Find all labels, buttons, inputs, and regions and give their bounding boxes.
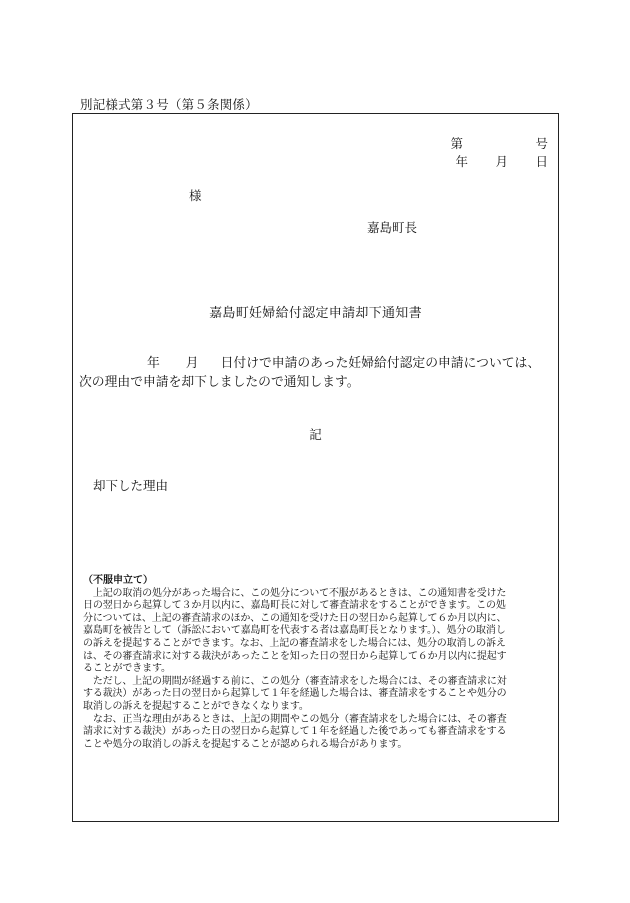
appeal-line: は、その審査請求に対する裁決があったことを知った日の翌日から起算して６か月以内に提起す bbox=[83, 650, 507, 662]
issuer-name: 嘉島町長 bbox=[367, 220, 418, 235]
appeal-line: の訴えを提起することができます。なお、上記の審査請求をした場合には、処分の取消しの訴え bbox=[83, 637, 506, 649]
appeal-line: 取消しの訴えを提起することができなくなります。 bbox=[83, 700, 309, 712]
rejection-reason-label: 却下した理由 bbox=[93, 478, 169, 493]
notice-body-line-1 bbox=[79, 354, 554, 373]
date-day: 日 bbox=[535, 154, 548, 169]
addressee-honorific: 様 bbox=[189, 188, 202, 203]
appeal-line: する裁決）があった日の翌日から起算して１年を経過した場合は、審査請求をすることや処分の bbox=[83, 688, 507, 700]
appeal-line: 日の翌日から起算して３か月以内に、嘉島町長に対して審査請求をすることができます。この処 bbox=[83, 600, 506, 612]
appeal-line: 上記の取消の処分があった場合に、この処分について不服があるときは、この通知書を受けた bbox=[83, 587, 507, 599]
number-suffix: 号 bbox=[535, 136, 548, 151]
appeal-line: ることができます。 bbox=[83, 663, 171, 675]
date-month: 月 bbox=[495, 154, 508, 169]
date-year: 年 bbox=[455, 154, 468, 169]
ki-marker: 記 bbox=[309, 427, 322, 442]
appeal-line: 請求に対する裁決）があった日の翌日から起算して１年を経過した後であっても審査請求をする bbox=[83, 726, 507, 738]
body-year: 年 bbox=[147, 356, 160, 371]
body-line1-text: 日付けで申請のあった妊婦給付認定の申請については、 bbox=[220, 356, 541, 371]
notice-body bbox=[79, 354, 554, 392]
appeal-heading: （不服申立て） bbox=[83, 575, 153, 586]
appeal-line: ただし、上記の期間が経過する前に、この処分（審査請求をした場合には、その審査請求に対 bbox=[83, 675, 507, 687]
notice-body-line-2: 次の理由で申請を却下しましたので通知します。 bbox=[79, 375, 360, 390]
body-month: 月 bbox=[185, 356, 199, 371]
appeal-line: なお、正当な理由があるときは、上記の期間やこの処分（審査請求をした場合には、その審査 bbox=[83, 713, 507, 725]
notice-frame bbox=[72, 113, 559, 822]
form-number-label: 別記様式第３号（第５条関係） bbox=[80, 97, 258, 112]
appeal-section bbox=[83, 575, 553, 751]
appeal-line: ことや処分の取消しの訴えを提起することが認められる場合があります。 bbox=[83, 738, 408, 750]
document-title: 嘉島町妊婦給付認定申請却下通知書 bbox=[209, 306, 422, 321]
document-date-line bbox=[455, 152, 548, 170]
appeal-line: 分については、上記の審査請求のほか、この通知を受けた日の翌日から起算して６か月以内に、 bbox=[83, 612, 507, 624]
appeal-line: 嘉島町を被告として（訴訟において嘉島町を代表する者は嘉島町長となります。）、処分の取消し bbox=[83, 625, 506, 637]
number-prefix: 第 bbox=[450, 136, 463, 151]
document-number-line bbox=[450, 134, 548, 152]
